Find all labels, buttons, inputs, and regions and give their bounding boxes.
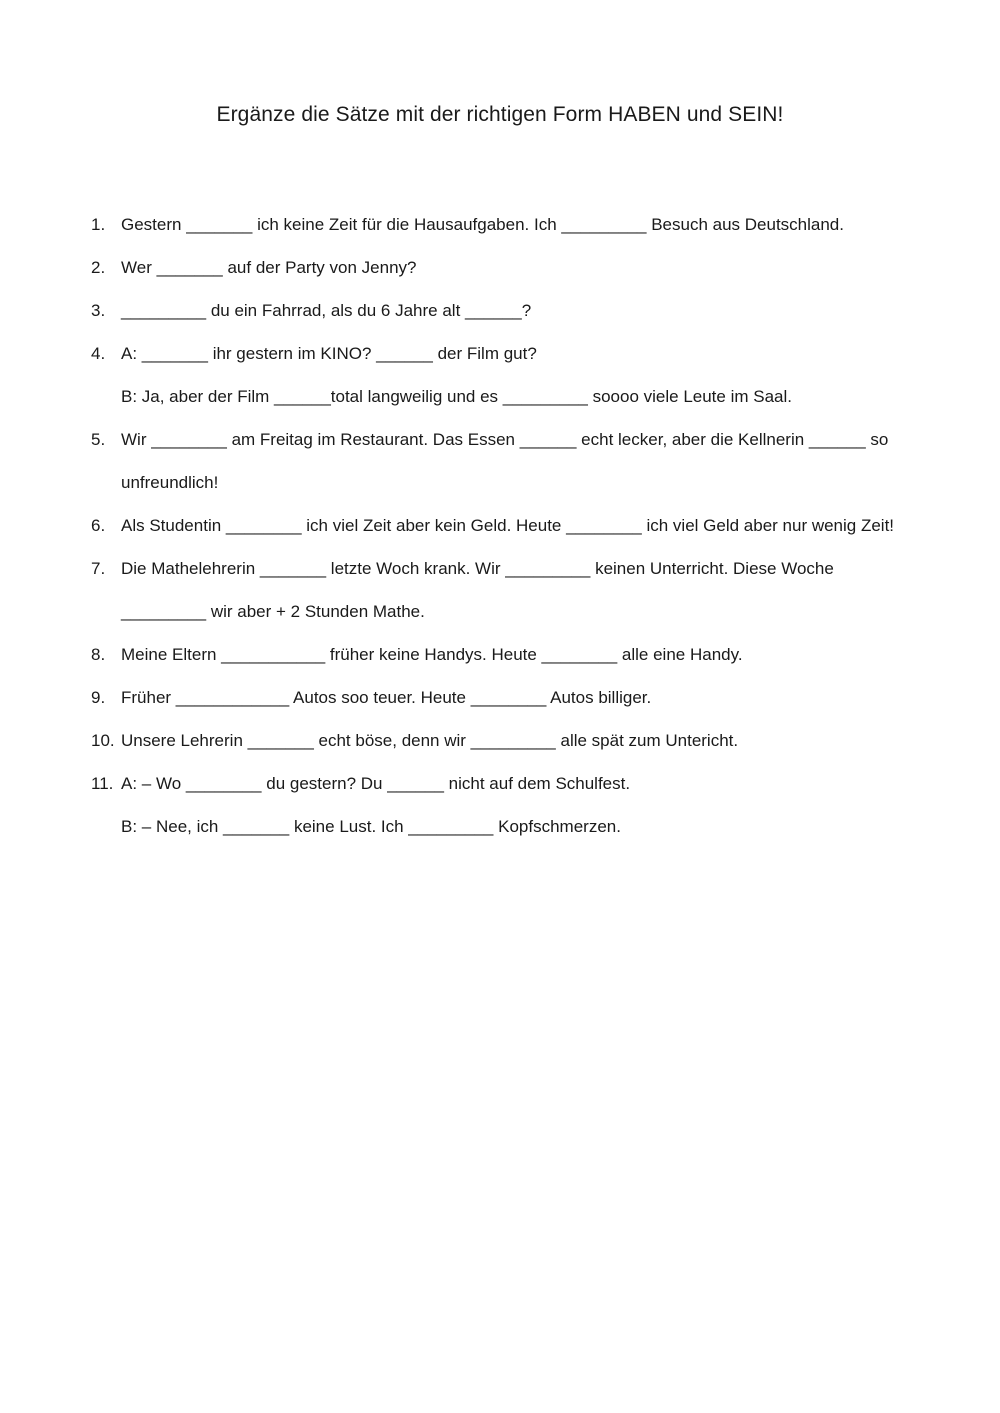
exercise-text: Früher ____________ Autos soo teuer. Heute ________ Autos billiger. (121, 688, 652, 707)
exercise-line-5 (91, 429, 888, 451)
exercise-line-9 (91, 687, 651, 709)
exercise-number: 5. (91, 430, 106, 449)
exercise-number: 10. (91, 731, 115, 750)
worksheet-title: Ergänze die Sätze mit der richtigen Form HABEN und SEIN! (216, 103, 784, 126)
exercise-text: unfreundlich! (121, 473, 219, 492)
exercise-number: 4. (91, 344, 106, 363)
exercise-line-1 (91, 214, 844, 236)
exercise-text: Die Mathelehrerin _______ letzte Woch krank. Wir _________ keinen Unterricht. Diese Woche (121, 559, 834, 578)
exercise-text: B: Ja, aber der Film ______total langweilig und es _________ soooo viele Leute im Saal. (121, 387, 792, 406)
exercise-number: 2. (91, 258, 106, 277)
exercise-line-7 (91, 558, 834, 580)
exercise-number: 6. (91, 516, 106, 535)
exercise-line-8 (91, 644, 743, 666)
exercise-number: 7. (91, 559, 106, 578)
exercise-text: _________ wir aber + 2 Stunden Mathe. (121, 602, 425, 621)
exercise-text: Meine Eltern ___________ früher keine Handys. Heute ________ alle eine Handy. (121, 645, 743, 664)
exercise-text: _________ du ein Fahrrad, als du 6 Jahre alt ______? (121, 301, 532, 320)
exercise-line-2 (91, 257, 416, 279)
exercise-text: Als Studentin ________ ich viel Zeit aber kein Geld. Heute ________ ich viel Geld aber nur wenig Zeit! (121, 516, 895, 535)
exercise-line-11a (91, 773, 630, 795)
exercise-text: Wir ________ am Freitag im Restaurant. Das Essen ______ echt lecker, aber die Kellnerin ______ so (121, 430, 889, 449)
exercise-text: Wer _______ auf der Party von Jenny? (121, 258, 417, 277)
exercise-text: Gestern _______ ich keine Zeit für die Hausaufgaben. Ich _________ Besuch aus Deutschland. (121, 215, 844, 234)
exercise-text: B: – Nee, ich _______ keine Lust. Ich _________ Kopfschmerzen. (121, 817, 621, 836)
exercise-line-5-cont (121, 472, 218, 494)
exercise-text: A: – Wo ________ du gestern? Du ______ nicht auf dem Schulfest. (121, 774, 631, 793)
exercise-line-3 (91, 300, 531, 322)
exercise-line-11b (121, 816, 621, 838)
exercise-number: 1. (91, 215, 106, 234)
exercise-line-6 (91, 515, 894, 537)
exercise-line-7-cont (121, 601, 425, 623)
exercise-line-10 (91, 730, 738, 752)
exercise-number: 11. (91, 774, 114, 793)
exercise-number: 9. (91, 688, 106, 707)
exercise-text: Unsere Lehrerin _______ echt böse, denn wir _________ alle spät zum Untericht. (121, 731, 739, 750)
exercise-line-4a (91, 343, 537, 365)
exercise-number: 3. (91, 301, 106, 320)
exercise-line-4b (121, 386, 792, 408)
exercise-number: 8. (91, 645, 106, 664)
exercise-text: A: _______ ihr gestern im KINO? ______ der Film gut? (121, 344, 537, 363)
